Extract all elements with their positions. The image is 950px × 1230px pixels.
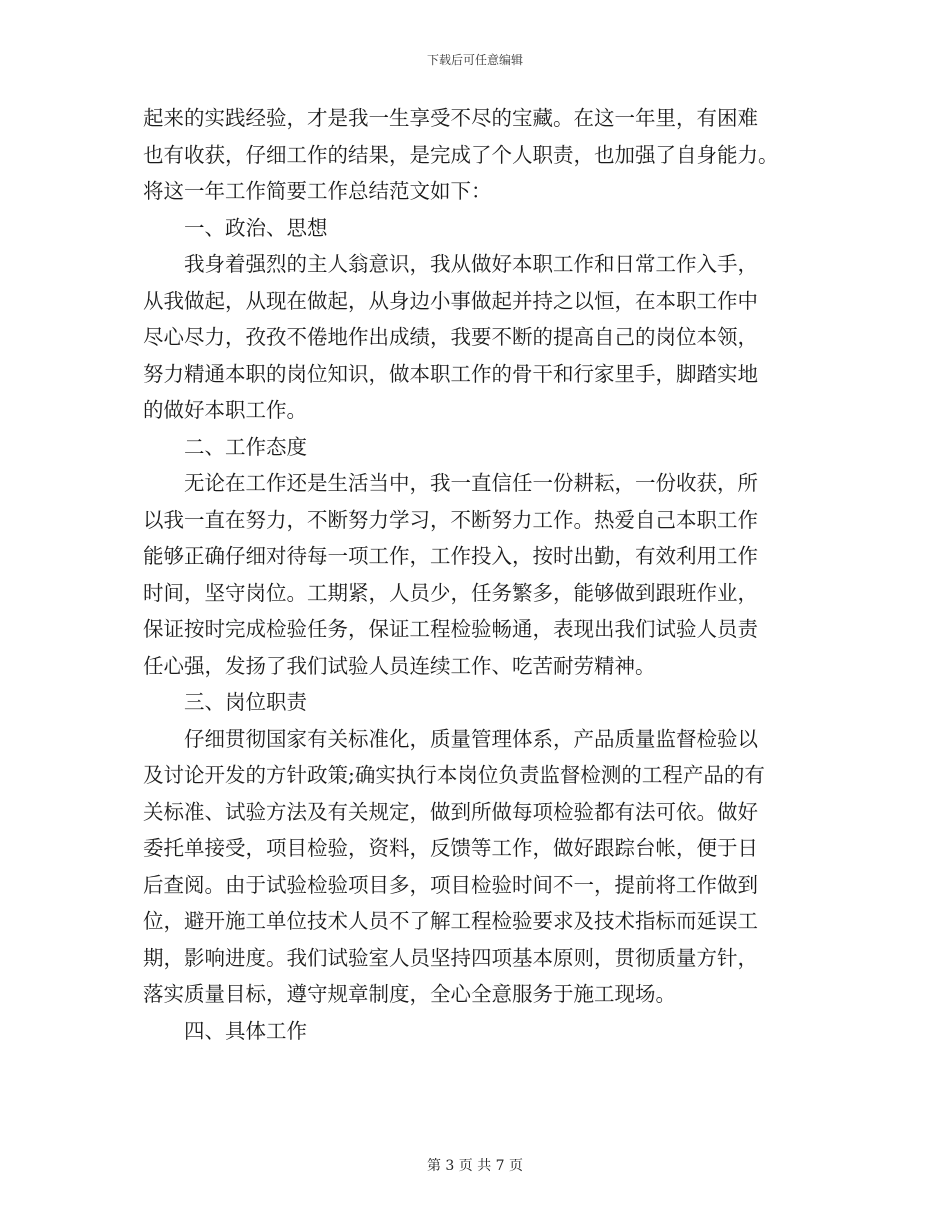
text-line: 委托单接受，项目检验，资料，反馈等工作，做好跟踪台帐，便于日	[143, 836, 758, 860]
document-body	[143, 100, 807, 1049]
text-line: 仔细贯彻国家有关标准化，质量管理体系，产品质量监督检验以	[184, 726, 758, 751]
text-line: 落实质量目标，遵守规章制度，全心全意服务于施工现场。	[143, 982, 676, 1006]
text-line: 二、工作态度	[184, 434, 307, 459]
text-line: 期，影响进度。我们试验室人员坚持四项基本原则，贯彻质量方针，	[143, 945, 758, 970]
text-line: 的做好本职工作。	[143, 398, 307, 422]
text-line: 尽心尽力，孜孜不倦地作出成绩，我要不断的提高自己的岗位本领，	[143, 325, 758, 349]
text-line: 保证按时完成检验任务，保证工程检验畅通，表现出我们试验人员责	[143, 617, 758, 641]
text-line: 后查阅。由于试验检验项目多，项目检验时间不一，提前将工作做到	[143, 872, 758, 897]
text-line: 能够正确仔细对待每一项工作，工作投入，按时出勤，有效利用工作	[143, 544, 758, 568]
text-line: 三、岗位职责	[184, 690, 307, 714]
text-line: 一、政治、思想	[184, 215, 328, 240]
text-line: 努力精通本职的岗位知识，做本职工作的骨干和行家里手，脚踏实地	[143, 361, 758, 386]
text-line: 以我一直在努力，不断努力学习，不断努力工作。热爱自己本职工作	[143, 507, 758, 532]
text-line: 也有收获，仔细工作的结果，是完成了个人职责，也加强了自身能力。	[143, 142, 779, 167]
text-line: 位，避开施工单位技术人员不了解工程检验要求及技术指标而延误工	[143, 909, 758, 933]
text-line: 从我做起，从现在做起，从身边小事做起并持之以恒，在本职工作中	[143, 288, 758, 313]
page-header: 下载后可任意编辑	[426, 53, 523, 67]
text-line: 起来的实践经验，才是我一生享受不尽的宝藏。在这一年里，有困难	[143, 106, 758, 130]
text-line: 将这一年工作简要工作总结范文如下：	[143, 179, 492, 203]
text-line: 关标准、试验方法及有关规定，做到所做每项检验都有法可依。做好	[143, 799, 758, 824]
text-line: 四、具体工作	[184, 1018, 307, 1043]
page-footer: 第 3 页 共 7 页	[426, 1158, 524, 1174]
text-line: 无论在工作还是生活当中，我一直信任一份耕耘，一份收获，所	[184, 471, 758, 495]
text-line: 及讨论开发的方针政策;确实执行本岗位负责监督检测的工程产品的有	[143, 763, 765, 787]
text-line: 任心强，发扬了我们试验人员连续工作、吃苦耐劳精神。	[143, 653, 656, 678]
text-line: 时间，坚守岗位。工期紧，人员少，任务繁多，能够做到跟班作业，	[143, 580, 758, 605]
text-line: 我身着强烈的主人翁意识，我从做好本职工作和日常工作入手，	[184, 252, 758, 276]
